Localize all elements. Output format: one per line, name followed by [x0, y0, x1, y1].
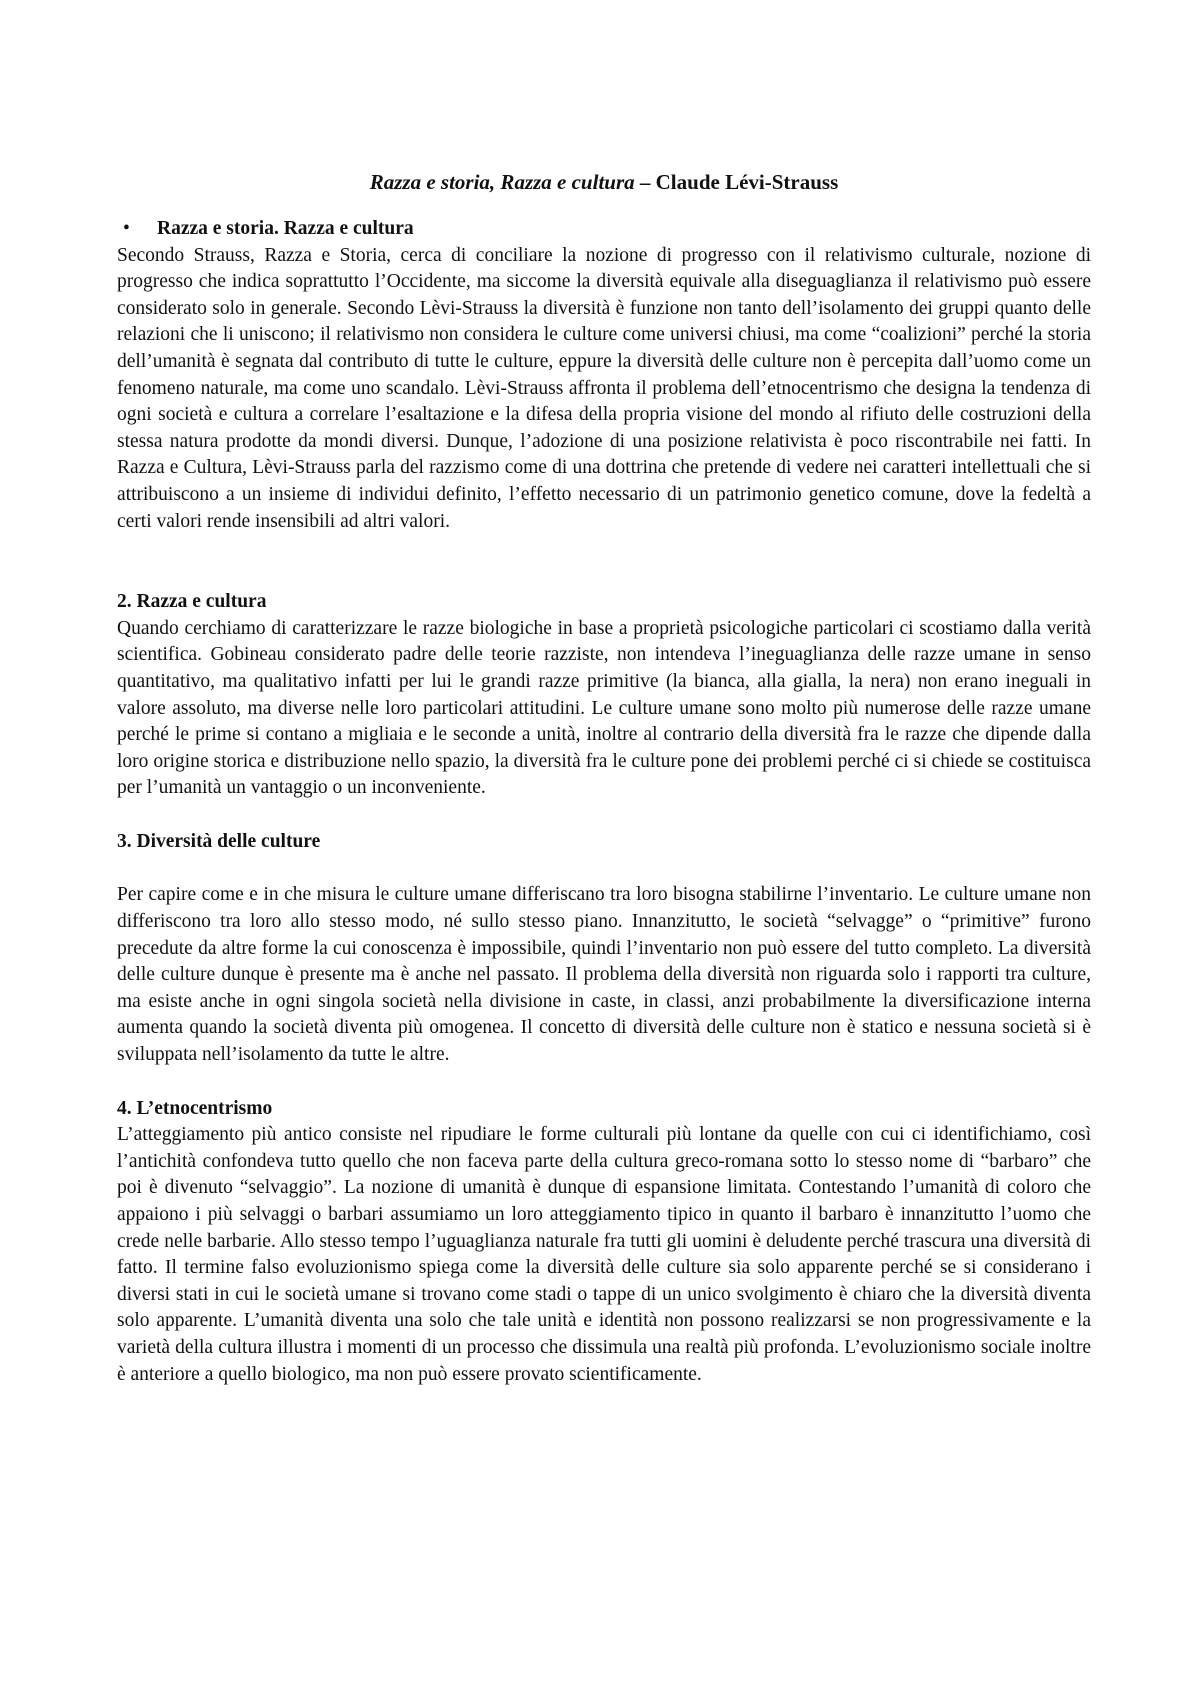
paragraph: Secondo Strauss, Razza e Storia, cerca di conciliare la nozione di progresso con il relativismo culturale, nozione di progresso che indica soprattutto l’Occidente, ma siccome la diversità equivale alla diseguaglianza il relativismo può essere considerato solo in generale. Secondo Lèvi-Strauss la diversità è funzione non tanto dell’isolamento dei gruppi quanto delle relazioni che li uniscono; il relativismo non considera le culture come universi chiusi, ma come “coalizioni” perché la storia dell’umanità è segnata dal contributo di tutte le culture, eppure la diversità delle culture non è percepita dall’uomo come un fenomeno naturale, ma come uno scandalo. Lèvi-Strauss affronta il problema dell’etnocentrismo che designa la tendenza di ogni società e cultura a correlare l’esaltazione e la difesa della propria visione del mondo al rifiuto delle costruzioni della stessa natura prodotte da mondi diversi. Dunque, l’adozione di una posizione relativista è poco riscontrabile nei fatti. In Razza e Cultura, Lèvi-Strauss parla del razzismo come di una dottrina che pretende di vedere nei caratteri intellettuali che si attribuiscono a un insieme di individui definito, l’effetto necessario di un patrimonio genetico comune, dove la fedeltà a certi valori rende insensibili ad altri valori.	[117, 244, 1091, 532]
spacer	[117, 855, 1091, 882]
section-heading: 2. Razza e cultura	[117, 591, 267, 613]
title-works: Razza e storia, Razza e cultura	[369, 170, 635, 194]
document-title	[117, 168, 1091, 196]
spacer	[117, 535, 1091, 589]
title-author: Claude Lévi-Strauss	[655, 170, 839, 194]
paragraph: Quando cerchiamo di caratterizzare le razze biologiche in base a proprietà psicologiche particolari ci scostiamo dalla verità scientifica. Gobineau considerato padre delle teorie razziste, non intendeva l’ineguaglianza delle razze umane in senso quantitativo, ma qualitativo infatti per lui le grandi razze primitive (la bianca, alla gialla, la nera) non erano ineguali in valore assoluto, ma diverse nelle loro particolari attitudini. Le culture umane sono molto più numerose delle razze umane perché le prime si contano a migliaia e le seconde a unità, inoltre al contrario della diversità fra le razze che dipende dalla loro origine storica e distribuzione nello spazio, la diversità fra le culture pone dei problemi perché ci si chiede se costituisca per l’umanità un vantaggio o un inconveniente.	[117, 617, 1091, 799]
section-4	[117, 1096, 1091, 1389]
section-1	[117, 216, 1091, 535]
bullet-icon: •	[123, 218, 130, 239]
section-3	[117, 829, 1091, 1069]
section-heading: 4. L’etnocentrismo	[117, 1097, 273, 1119]
title-separator: –	[634, 170, 656, 194]
section-heading: 3. Diversità delle culture	[117, 830, 321, 852]
spacer	[117, 802, 1091, 829]
section-heading	[117, 216, 1091, 243]
paragraph: Per capire come e in che misura le culture umane differiscano tra loro bisogna stabilirne l’inventario. Le culture umane non differiscono tra loro allo stesso modo, né sullo stesso piano. Innanzitutto, le società “selvagge” o “primitive” furono precedute da altre forme la cui conoscenza è impossibile, quindi l’inventario non può essere del tutto completo. La diversità delle culture dunque è presente ma è anche nel passato. Il problema della diversità non riguarda solo i rapporti tra culture, ma esiste anche in ogni singola società nella divisione in caste, in classi, anzi probabilmente la diversificazione interna aumenta quando la società diventa più omogenea. Il concetto di diversità delle culture non è statico e nessuna società si è sviluppata nell’isolamento da tutte le altre.	[117, 884, 1091, 1066]
section-heading-text: Razza e storia. Razza e cultura	[157, 218, 414, 239]
section-2	[117, 589, 1091, 802]
paragraph: L’atteggiamento più antico consiste nel ripudiare le forme culturali più lontane da quelle con cui ci identifichiamo, così l’antichità confondeva tutto quello che non faceva parte della cultura greco-romana sotto lo stesso nome di “barbaro” che poi è divenuto “selvaggio”. La nozione di umanità è dunque di espansione limitata. Contestando l’umanità di coloro che appaiono i più selvaggi o barbari assumiamo un loro atteggiamento tipico in quanto il barbaro è innanzitutto l’uomo che crede nelle barbarie. Allo stesso tempo l’uguaglianza naturale fra tutti gli uomini è deludente perché trascura una diversità di fatto. Il termine falso evoluzionismo spiega come la diversità delle culture sia solo apparente perché se si considerano i diversi stati in cui le società umane si trovano come stadi o tappe di un unico svolgimento è chiaro che la diversità diventa solo apparente. L’umanità diventa una solo che tale unità e identità non possono realizzarsi se non progressivamente e la varietà della cultura illustra i momenti di un processo che dissimula una realtà più profonda. L’evoluzionismo sociale inoltre è anteriore a quello biologico, ma non può essere provato scientificamente.	[117, 1124, 1091, 1385]
spacer	[117, 1069, 1091, 1096]
document-page	[117, 168, 1091, 1388]
